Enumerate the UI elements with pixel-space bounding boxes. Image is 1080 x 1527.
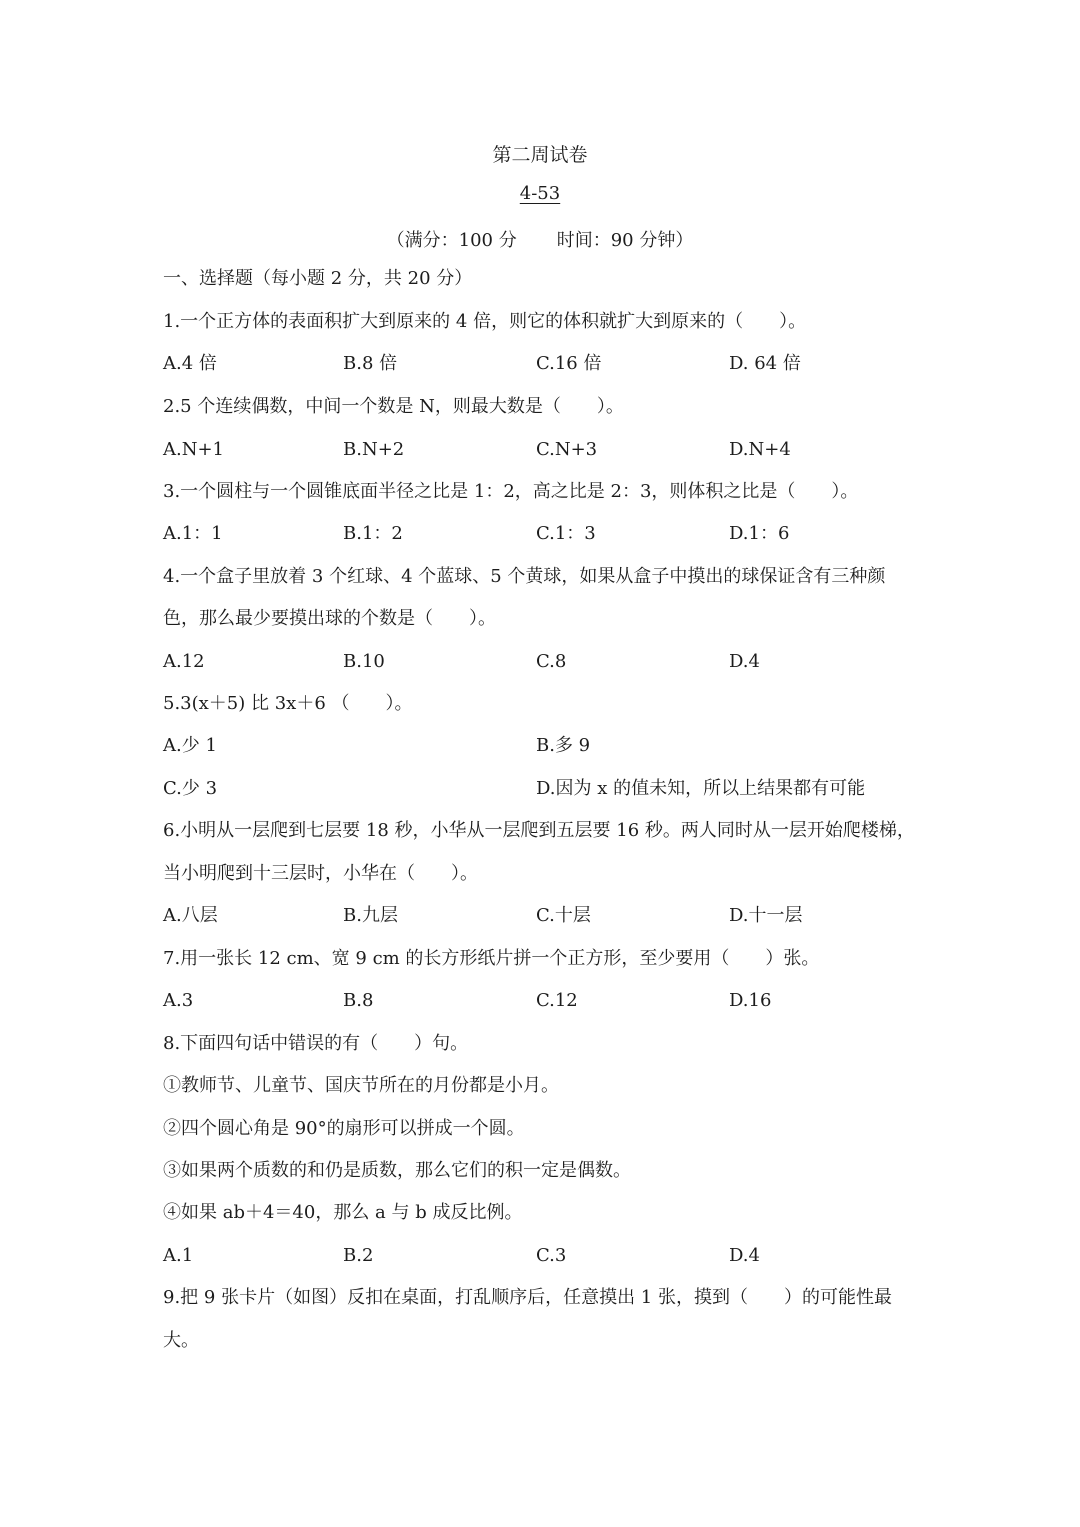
question-4-options xyxy=(163,649,943,675)
option-d: D.4 xyxy=(729,1245,760,1266)
section-heading: 一、选择题（每小题 2 分，共 20 分） xyxy=(163,268,473,289)
question-5-options-row-1 xyxy=(163,733,943,759)
option-a: A.N+1 xyxy=(163,439,225,460)
option-c: C.3 xyxy=(536,1245,567,1266)
question-7-options xyxy=(163,988,943,1014)
option-a: A.少 1 xyxy=(163,735,217,756)
option-b: B.2 xyxy=(343,1245,374,1266)
question-1-options xyxy=(163,351,943,377)
option-c: C.8 xyxy=(536,651,567,672)
option-a: A.八层 xyxy=(163,905,218,926)
option-a: A.4 倍 xyxy=(163,353,217,374)
question-5-options-row-2 xyxy=(163,776,943,802)
option-d: D.16 xyxy=(729,990,772,1011)
option-c: C.1：3 xyxy=(536,523,596,544)
question-3-line-1: 3.一个圆柱与一个圆锥底面半径之比是 1：2，高之比是 2：3，则体积之比是（ ）。 xyxy=(163,481,859,502)
option-a: A.1 xyxy=(163,1245,194,1266)
question-6-line-2: 当小明爬到十三层时，小华在（ ）。 xyxy=(163,863,478,884)
option-b: B.8 xyxy=(343,990,374,1011)
option-a: A.12 xyxy=(163,651,205,672)
question-7-line-1: 7.用一张长 12 cm、宽 9 cm 的长方形纸片拼一个正方形，至少要用（ ）张。 xyxy=(163,948,820,969)
exam-code xyxy=(0,183,1080,204)
question-6-line-1: 6.小明从一层爬到七层要 18 秒，小华从一层爬到五层要 16 秒。两人同时从一层开始爬楼梯， xyxy=(163,820,915,841)
option-a: A.1：1 xyxy=(163,523,223,544)
question-9-line-2: 大。 xyxy=(163,1330,199,1351)
question-6-options xyxy=(163,903,943,929)
exam-title: 第二周试卷 xyxy=(492,144,588,166)
option-c: C.少 3 xyxy=(163,778,218,799)
exam-info xyxy=(0,226,1080,252)
option-c: C.十层 xyxy=(536,905,591,926)
option-d: D.4 xyxy=(729,651,760,672)
option-c: C.12 xyxy=(536,990,578,1011)
option-b: B.1：2 xyxy=(343,523,403,544)
option-b: B.多 9 xyxy=(536,735,591,756)
option-d: D.因为 x 的值未知，所以上结果都有可能 xyxy=(536,778,866,799)
option-b: B.N+2 xyxy=(343,439,405,460)
option-d: D.N+4 xyxy=(729,439,791,460)
option-a: A.3 xyxy=(163,990,194,1011)
question-1-line-1: 1.一个正方体的表面积扩大到原来的 4 倍，则它的体积就扩大到原来的（ ）。 xyxy=(163,311,807,332)
option-d: D.十一层 xyxy=(729,905,803,926)
statement-2: ②四个圆心角是 90°的扇形可以拼成一个圆。 xyxy=(163,1118,525,1139)
question-8-options xyxy=(163,1243,943,1269)
option-b: B.10 xyxy=(343,651,385,672)
question-2-options xyxy=(163,437,943,463)
exam-time: 时间：90 分钟） xyxy=(556,230,694,251)
question-4-line-2: 色，那么最少要摸出球的个数是（ ）。 xyxy=(163,608,496,629)
option-d: D.1：6 xyxy=(729,523,790,544)
option-d: D. 64 倍 xyxy=(729,353,801,374)
question-8-line-1: 8.下面四句话中错误的有（ ）句。 xyxy=(163,1033,469,1054)
question-2-line-1: 2.5 个连续偶数，中间一个数是 N，则最大数是（ ）。 xyxy=(163,396,624,417)
option-c: C.N+3 xyxy=(536,439,598,460)
statement-3: ③如果两个质数的和仍是质数，那么它们的积一定是偶数。 xyxy=(163,1160,631,1181)
option-b: B.8 倍 xyxy=(343,353,398,374)
option-b: B.九层 xyxy=(343,905,398,926)
question-5-line-1: 5.3(x＋5) 比 3x＋6 （ ）。 xyxy=(163,693,413,714)
full-score: （满分：100 分 xyxy=(386,230,517,251)
statement-4: ④如果 ab＋4＝40，那么 a 与 b 成反比例。 xyxy=(163,1202,523,1223)
question-9-line-1: 9.把 9 张卡片（如图）反扣在桌面，打乱顺序后，任意摸出 1 张，摸到（ ）的可能性最 xyxy=(163,1287,892,1308)
exam-code-text: 4-53 xyxy=(519,183,561,204)
option-c: C.16 倍 xyxy=(536,353,602,374)
question-4-line-1: 4.一个盒子里放着 3 个红球、4 个蓝球、5 个黄球，如果从盒子中摸出的球保证含有三种颜 xyxy=(163,566,886,587)
statement-1: ①教师节、儿童节、国庆节所在的月份都是小月。 xyxy=(163,1075,559,1096)
question-3-options xyxy=(163,521,943,547)
